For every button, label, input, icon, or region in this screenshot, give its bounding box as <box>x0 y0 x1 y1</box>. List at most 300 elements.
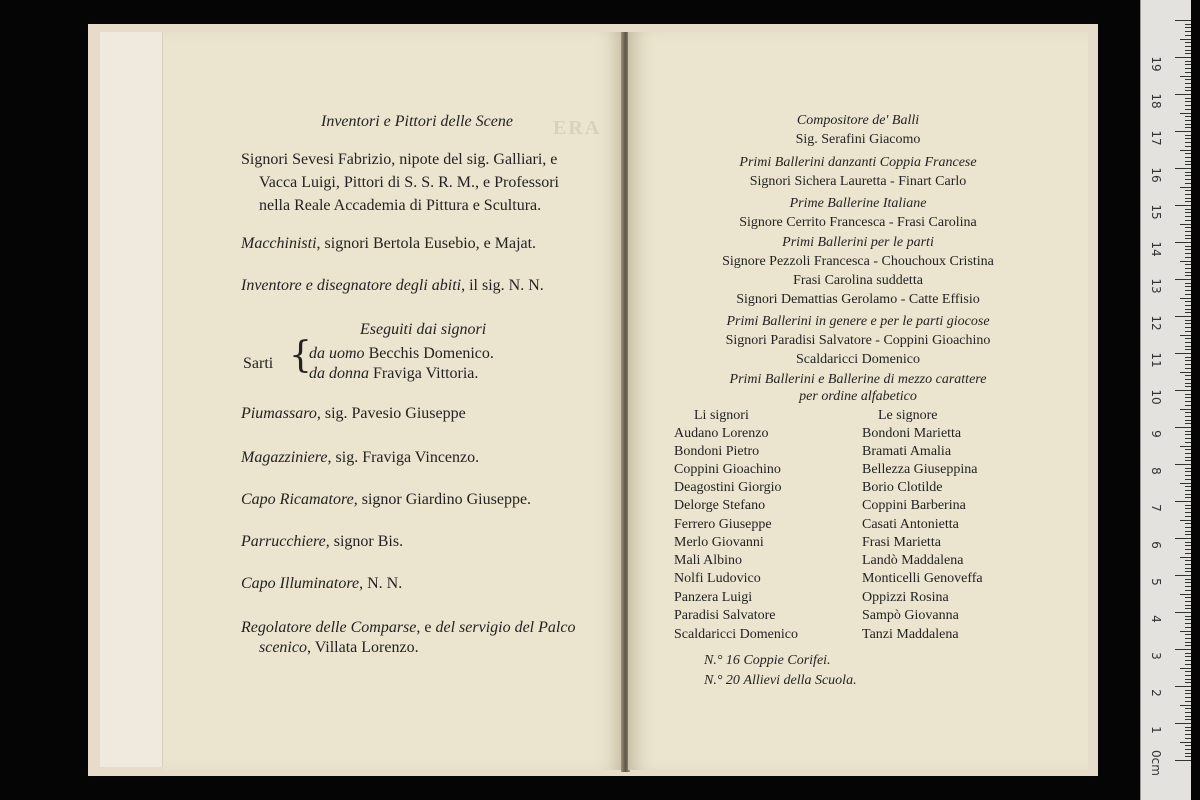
ruler-tick <box>1185 364 1191 365</box>
ruler-tick <box>1185 605 1191 606</box>
ruler-tick <box>1185 756 1191 757</box>
ruler-tick <box>1185 72 1191 73</box>
ruler-tick <box>1185 198 1191 199</box>
women-list-item: Tanzi Maddalena <box>862 627 959 642</box>
women-list-item: Monticelli Genoveffa <box>862 571 983 586</box>
ruler-tick <box>1175 649 1191 650</box>
ruler-tick <box>1180 446 1191 447</box>
machinists-role: Macchinisti <box>241 235 317 252</box>
ruler-tick <box>1180 372 1191 373</box>
ruler-tick <box>1185 401 1191 402</box>
ruler-tick <box>1185 442 1191 443</box>
storekeeper-role: Magazziniere <box>241 449 328 466</box>
ruler-tick <box>1175 242 1191 243</box>
ruler-tick <box>1185 231 1191 232</box>
measurement-ruler <box>1140 0 1191 800</box>
ruler-tick <box>1180 594 1191 595</box>
women-list-item: Borio Clotilde <box>862 480 943 495</box>
lighting-role: Capo Illuminatore <box>241 575 360 592</box>
ruler-tick <box>1185 512 1191 513</box>
coryphees-label: Coppie Corifei. <box>743 653 831 668</box>
ruler-tick <box>1180 557 1191 558</box>
ruler-tick <box>1185 542 1191 543</box>
embroidery-role: Capo Ricamatore <box>241 491 354 508</box>
regulator-name: , Villata Lorenzo. <box>306 639 419 656</box>
ruler-tick <box>1185 753 1191 754</box>
ruler-tick <box>1185 146 1191 147</box>
ruler-tick <box>1185 531 1191 532</box>
costume-designer-entry <box>241 276 544 296</box>
regulator-line-1 <box>241 618 575 638</box>
ruler-tick <box>1185 416 1191 417</box>
ruler-tick <box>1185 61 1191 62</box>
machinists-names: , signori Bertola Eusebio, e Majat. <box>316 235 537 252</box>
storekeeper-entry <box>241 448 479 468</box>
women-list-item: Casati Antonietta <box>862 517 959 532</box>
ruler-tick <box>1185 290 1191 291</box>
pupils-entry <box>704 672 857 690</box>
ruler-tick <box>1175 205 1191 206</box>
ruler-tick <box>1185 738 1191 739</box>
painters-line-2: Vacca Luigi, Pittori di S. S. R. M., e Professori <box>259 174 559 191</box>
ruler-tick <box>1185 323 1191 324</box>
ruler-tick <box>1185 508 1191 509</box>
ruler-tick <box>1185 597 1191 598</box>
ruler-tick <box>1185 327 1191 328</box>
men-list-item: Bondoni Pietro <box>674 444 760 459</box>
ruler-tick <box>1175 316 1191 317</box>
ruler-tick <box>1185 127 1191 128</box>
ruler-tick <box>1185 183 1191 184</box>
ruler-tick <box>1185 712 1191 713</box>
ruler-tick <box>1185 161 1191 162</box>
ruler-tick <box>1185 608 1191 609</box>
men-list-item: Deagostini Giorgio <box>674 480 782 495</box>
ruler-tick <box>1185 708 1191 709</box>
ruler-tick <box>1185 105 1191 106</box>
ruler-tick <box>1185 24 1191 25</box>
parts-line-1: Signore Pezzoli Francesca - Chouchoux Cristina <box>722 254 994 269</box>
lighting-entry <box>241 574 402 594</box>
composer-title: Compositore de' Balli <box>796 113 920 128</box>
ruler-tick <box>1185 135 1191 136</box>
ruler-tick <box>1185 368 1191 369</box>
ruler-tick <box>1175 760 1191 761</box>
ruler-mark: 7 <box>1149 504 1163 512</box>
men-list-item: Scaldaricci Domenico <box>674 627 799 642</box>
regulator-mid: , e <box>416 619 436 636</box>
regulator-line-2 <box>259 638 419 658</box>
giocose-line-2: Scaldaricci Domenico <box>795 352 920 367</box>
women-list-item: Frasi Marietta <box>862 535 941 550</box>
ruler-tick <box>1185 338 1191 339</box>
ruler-tick <box>1185 701 1191 702</box>
ruler-mark: 18 <box>1149 93 1163 109</box>
giocose-line-1: Signori Paradisi Salvatore - Coppini Gioachino <box>725 333 991 348</box>
ruler-tick <box>1175 686 1191 687</box>
ruler-tick <box>1185 453 1191 454</box>
parts-line-3: Signori Demattias Gerolamo - Catte Effisio <box>736 292 980 307</box>
pupils-number: N.° 20 <box>704 673 740 688</box>
ruler-tick <box>1185 212 1191 213</box>
executed-by-heading: Eseguiti dai signori <box>360 321 487 338</box>
ruler-tick <box>1185 671 1191 672</box>
ruler-tick <box>1185 164 1191 165</box>
women-list-item: Bellezza Giuseppina <box>862 462 978 477</box>
ruler-tick <box>1180 39 1191 40</box>
ruler-tick <box>1185 745 1191 746</box>
ruler-tick <box>1185 190 1191 191</box>
parts-title: Primi Ballerini per le parti <box>782 235 934 250</box>
ruler-mark: 13 <box>1149 278 1163 294</box>
ruler-tick <box>1185 664 1191 665</box>
machinists-entry <box>241 234 536 254</box>
ruler-tick <box>1185 331 1191 332</box>
composer-name: Sig. Serafini Giacomo <box>795 132 921 147</box>
regulator-role-1: Regolatore delle Comparse <box>241 619 417 636</box>
ruler-tick <box>1185 375 1191 376</box>
ruler-tick <box>1185 497 1191 498</box>
ruler-tick <box>1185 549 1191 550</box>
ruler-tick <box>1185 157 1191 158</box>
tailor-women-role: da donna <box>309 365 369 382</box>
ruler-tick <box>1175 464 1191 465</box>
ruler-tick <box>1185 272 1191 273</box>
ruler-tick <box>1185 312 1191 313</box>
painters-line-1: Signori Sevesi Fabrizio, nipote del sig. Galliari, e <box>241 151 558 168</box>
ruler-tick <box>1185 31 1191 32</box>
curly-brace: { <box>289 335 312 376</box>
ruler-tick <box>1185 494 1191 495</box>
ruler-tick <box>1185 394 1191 395</box>
ruler-tick <box>1185 42 1191 43</box>
women-list-item: Oppizzi Rosina <box>862 590 949 605</box>
ruler-mark: 17 <box>1149 130 1163 146</box>
ruler-tick <box>1185 383 1191 384</box>
ruler-tick <box>1180 520 1191 521</box>
ruler-tick <box>1185 275 1191 276</box>
ruler-tick <box>1185 579 1191 580</box>
ruler-tick <box>1185 360 1191 361</box>
ruler-tick <box>1185 268 1191 269</box>
ruler-tick <box>1185 690 1191 691</box>
ruler-tick <box>1185 64 1191 65</box>
ruler-tick <box>1185 50 1191 51</box>
regulator-role-3: scenico <box>259 639 307 656</box>
ruler-mark: 3 <box>1149 652 1163 660</box>
wigmaker-entry <box>241 532 403 552</box>
ruler-tick <box>1185 179 1191 180</box>
ruler-tick <box>1185 257 1191 258</box>
ruler-tick <box>1185 116 1191 117</box>
women-column-header: Le signore <box>878 408 938 423</box>
ruler-tick <box>1185 386 1191 387</box>
ruler-tick <box>1180 483 1191 484</box>
ruler-tick <box>1175 501 1191 502</box>
ruler-tick <box>1185 397 1191 398</box>
ruler-mark: 14 <box>1149 241 1163 257</box>
ruler-tick <box>1185 582 1191 583</box>
ruler-tick <box>1185 142 1191 143</box>
ruler-tick <box>1185 601 1191 602</box>
ruler-mark: 4 <box>1149 615 1163 623</box>
ruler-tick <box>1185 627 1191 628</box>
coryphees-entry <box>704 652 831 670</box>
ruler-tick <box>1185 27 1191 28</box>
ruler-tick <box>1185 286 1191 287</box>
ruler-tick <box>1185 423 1191 424</box>
plumassier-entry <box>241 404 466 424</box>
regulator-role-2: del servigio del Palco <box>435 619 576 636</box>
ruler-tick <box>1185 553 1191 554</box>
ruler-unit-label: 0cm <box>1149 750 1163 776</box>
ruler-tick <box>1185 220 1191 221</box>
ruler-tick <box>1185 486 1191 487</box>
men-list-item: Mali Albino <box>674 553 743 568</box>
ruler-tick <box>1175 353 1191 354</box>
ruler-tick <box>1185 46 1191 47</box>
men-list-item: Paradisi Salvatore <box>674 608 776 623</box>
ruler-tick <box>1185 619 1191 620</box>
ruler-mark: 11 <box>1149 352 1163 368</box>
ruler-tick <box>1185 545 1191 546</box>
men-list-item: Merlo Giovanni <box>674 535 764 550</box>
ruler-tick <box>1185 68 1191 69</box>
ruler-tick <box>1185 235 1191 236</box>
ruler-tick <box>1185 457 1191 458</box>
ruler-tick <box>1185 568 1191 569</box>
ruler-tick <box>1185 460 1191 461</box>
ruler-tick <box>1180 631 1191 632</box>
ruler-tick <box>1185 616 1191 617</box>
ruler-tick <box>1185 120 1191 121</box>
ruler-tick <box>1185 638 1191 639</box>
ruler-tick <box>1185 716 1191 717</box>
men-list-item: Delorge Stefano <box>674 498 766 513</box>
first-italian-names: Signore Cerrito Francesca - Frasi Carolina <box>739 215 977 230</box>
ruler-tick <box>1185 98 1191 99</box>
ruler-tick <box>1185 124 1191 125</box>
ruler-tick <box>1185 87 1191 88</box>
men-list-item: Nolfi Ludovico <box>674 571 761 586</box>
ruler-tick <box>1185 534 1191 535</box>
first-french-names: Signori Sichera Lauretta - Finart Carlo <box>749 174 967 189</box>
lighting-name: , N. N. <box>359 575 403 592</box>
ruler-mark: 1 <box>1149 726 1163 734</box>
mezzo-title-1: Primi Ballerini e Ballerine di mezzo carattere <box>729 372 987 387</box>
ruler-tick <box>1175 723 1191 724</box>
tailors-label: Sarti <box>243 355 274 372</box>
ruler-tick <box>1185 586 1191 587</box>
women-list-item: Landò Maddalena <box>862 553 964 568</box>
ruler-tick <box>1185 246 1191 247</box>
coryphees-number: N.° 16 <box>704 653 740 668</box>
ruler-tick <box>1185 431 1191 432</box>
ruler-tick <box>1185 209 1191 210</box>
ruler-tick <box>1185 109 1191 110</box>
men-list-item: Audano Lorenzo <box>674 426 769 441</box>
ruler-tick <box>1185 730 1191 731</box>
storekeeper-name: , sig. Fraviga Vincenzo. <box>327 449 480 466</box>
ruler-tick <box>1180 742 1191 743</box>
giocose-title: Primi Ballerini in genere e per le parti giocose <box>726 314 990 329</box>
ruler-tick <box>1175 427 1191 428</box>
mezzo-title-2: per ordine alfabetico <box>799 389 917 404</box>
men-list-item: Ferrero Giuseppe <box>674 517 772 532</box>
ruler-tick <box>1180 705 1191 706</box>
ruler-tick <box>1185 201 1191 202</box>
ruler-tick <box>1185 227 1191 228</box>
men-column-header: Li signori <box>694 408 749 423</box>
tailor-men-role: da uomo <box>309 345 365 362</box>
parts-line-2: Frasi Carolina suddetta <box>793 273 923 288</box>
ruler-mark: 6 <box>1149 541 1163 549</box>
ruler-tick <box>1180 335 1191 336</box>
ruler-tick <box>1185 642 1191 643</box>
embroidery-entry <box>241 490 531 510</box>
plumassier-role: Piumassaro <box>241 405 317 422</box>
ruler-tick <box>1185 471 1191 472</box>
embroidery-name: , signor Giardino Giuseppe. <box>353 491 532 508</box>
flyleaf <box>100 32 163 767</box>
ruler-mark: 8 <box>1149 467 1163 475</box>
ruler-tick <box>1185 749 1191 750</box>
ruler-tick <box>1185 412 1191 413</box>
ruler-tick <box>1185 405 1191 406</box>
ruler-tick <box>1185 253 1191 254</box>
ruler-tick <box>1185 693 1191 694</box>
ruler-mark: 5 <box>1149 578 1163 586</box>
ruler-tick <box>1185 53 1191 54</box>
ruler-tick <box>1185 175 1191 176</box>
ruler-tick <box>1185 697 1191 698</box>
tailor-men-name: Becchis Domenico. <box>368 345 494 362</box>
ruler-tick <box>1180 668 1191 669</box>
ruler-tick <box>1185 660 1191 661</box>
ruler-tick <box>1185 172 1191 173</box>
ruler-tick <box>1185 468 1191 469</box>
ruler-tick <box>1185 490 1191 491</box>
women-list-item: Bondoni Marietta <box>862 426 962 441</box>
ruler-tick <box>1185 571 1191 572</box>
ruler-tick <box>1175 94 1191 95</box>
ruler-tick <box>1185 479 1191 480</box>
ruler-tick <box>1185 101 1191 102</box>
first-italian-title: Prime Ballerine Italiane <box>789 196 927 211</box>
ruler-tick <box>1180 261 1191 262</box>
painters-line-3: nella Reale Accademia di Pittura e Scultura. <box>259 197 542 214</box>
ruler-tick <box>1180 409 1191 410</box>
ruler-tick <box>1185 527 1191 528</box>
ruler-tick <box>1185 138 1191 139</box>
ruler-tick <box>1185 216 1191 217</box>
ruler-tick <box>1175 538 1191 539</box>
ruler-tick <box>1185 653 1191 654</box>
ruler-tick <box>1185 294 1191 295</box>
ruler-tick <box>1180 187 1191 188</box>
women-list-item: Coppini Barberina <box>862 498 966 513</box>
ruler-mark: 12 <box>1149 315 1163 331</box>
ruler-tick <box>1185 309 1191 310</box>
wigmaker-name: , signor Bis. <box>325 533 404 550</box>
ruler-tick <box>1185 438 1191 439</box>
plumassier-name: , sig. Pavesio Giuseppe <box>316 405 466 422</box>
ruler-tick <box>1185 564 1191 565</box>
tailor-women-entry <box>309 364 478 384</box>
ruler-tick <box>1185 342 1191 343</box>
ruler-tick <box>1185 560 1191 561</box>
women-list-item: Bramati Amalia <box>862 444 952 459</box>
ruler-mark: 16 <box>1149 167 1163 183</box>
ruler-tick <box>1185 679 1191 680</box>
ruler-tick <box>1175 279 1191 280</box>
ruler-mark: 19 <box>1149 56 1163 72</box>
ruler-tick <box>1180 224 1191 225</box>
ruler-tick <box>1180 298 1191 299</box>
ruler-tick <box>1185 727 1191 728</box>
ruler-tick <box>1185 357 1191 358</box>
ruler-tick <box>1185 79 1191 80</box>
ruler-tick <box>1185 434 1191 435</box>
ruler-tick <box>1185 153 1191 154</box>
ruler-tick <box>1185 83 1191 84</box>
left-page <box>163 32 623 770</box>
ruler-mark: 10 <box>1149 389 1163 405</box>
ruler-tick <box>1185 682 1191 683</box>
ruler-tick <box>1185 523 1191 524</box>
ruler-tick <box>1185 505 1191 506</box>
tailor-men-entry <box>309 344 494 364</box>
ruler-tick <box>1185 301 1191 302</box>
ruler-tick <box>1185 590 1191 591</box>
pupils-label: Allievi della Scuola. <box>743 673 857 688</box>
ruler-mark: 15 <box>1149 204 1163 220</box>
ruler-tick <box>1185 449 1191 450</box>
ruler-tick <box>1180 76 1191 77</box>
ruler-tick <box>1185 249 1191 250</box>
ruler-tick <box>1185 516 1191 517</box>
ruler-tick <box>1185 90 1191 91</box>
ruler-mark: 2 <box>1149 689 1163 697</box>
men-list-item: Coppini Gioachino <box>674 462 781 477</box>
ruler-tick <box>1185 305 1191 306</box>
wigmaker-role: Parrucchiere <box>241 533 326 550</box>
ruler-mark: 9 <box>1149 430 1163 438</box>
ruler-tick <box>1185 35 1191 36</box>
ruler-tick <box>1185 656 1191 657</box>
ruler-tick <box>1185 719 1191 720</box>
ruler-tick <box>1185 238 1191 239</box>
ruler-tick <box>1185 420 1191 421</box>
show-through-text: ERA <box>553 117 602 139</box>
ruler-tick <box>1175 131 1191 132</box>
ruler-tick <box>1180 150 1191 151</box>
ruler-tick <box>1185 634 1191 635</box>
ruler-tick <box>1185 346 1191 347</box>
ruler-tick <box>1185 194 1191 195</box>
women-list-item: Sampò Giovanna <box>862 608 959 623</box>
men-list-item: Panzera Luigi <box>674 590 753 605</box>
first-french-title: Primi Ballerini danzanti Coppia Francese <box>739 155 977 170</box>
ruler-tick <box>1185 264 1191 265</box>
ruler-tick <box>1175 390 1191 391</box>
ruler-tick <box>1175 20 1191 21</box>
ruler-tick <box>1175 575 1191 576</box>
ruler-tick <box>1175 57 1191 58</box>
ruler-tick <box>1185 349 1191 350</box>
ruler-tick <box>1185 320 1191 321</box>
costume-designer-role: Inventore e disegnatore degli abiti <box>241 277 462 294</box>
